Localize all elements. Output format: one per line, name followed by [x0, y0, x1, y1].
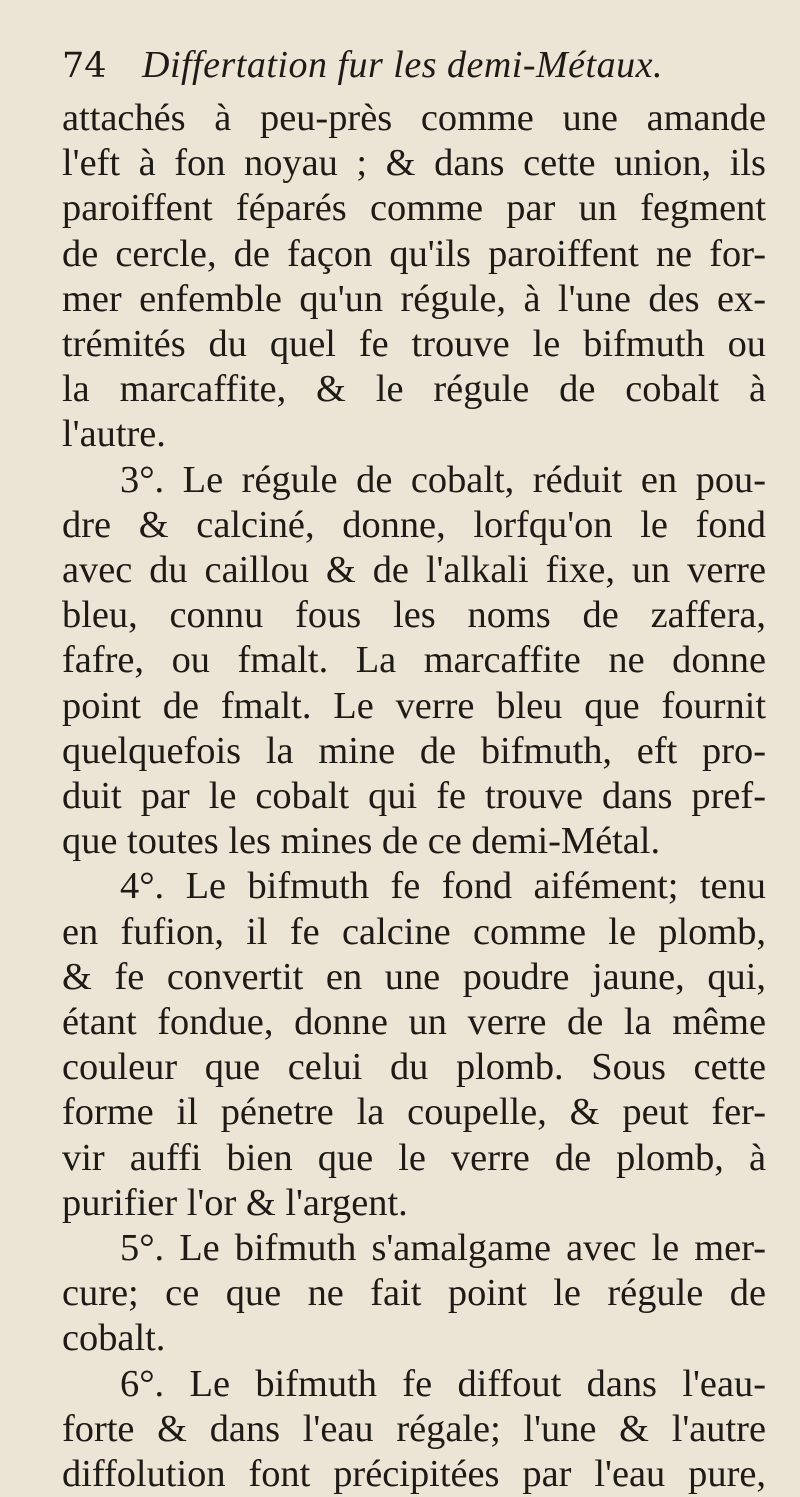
text-line: couleur que celui du plomb. Sous cette [62, 1046, 766, 1089]
text-line: duit par le cobalt qui fe trouve dans pref- [62, 775, 766, 818]
text-line: forte & dans l'eau régale; l'une & l'autre [62, 1407, 766, 1450]
text-line: avec du caillou & de l'alkali fixe, un verre [62, 549, 766, 592]
text-line: de cercle, de façon qu'ils paroiffent ne for- [62, 232, 766, 275]
text-line: en fufion, il fe calcine comme le plomb, [62, 910, 766, 953]
page-header [62, 34, 766, 96]
text-line: 4°. Le bifmuth fe fond aifément; tenu [120, 865, 766, 908]
text-line: & fe convertit en une poudre jaune, qui, [62, 955, 766, 998]
text-line: dre & calciné, donne, lorfqu'on le fond [62, 503, 766, 546]
text-line: bleu, connu fous les noms de zaffera, [62, 594, 766, 637]
text-line: cure; ce que ne fait point le régule de [62, 1272, 766, 1315]
text-line: l'autre. [62, 413, 166, 456]
text-line: l'eft à fon noyau ; & dans cette union, ils [62, 142, 766, 185]
text-line: la marcaffite, & le régule de cobalt à [62, 368, 766, 411]
text-line: 3°. Le régule de cobalt, réduit en pou- [120, 458, 766, 501]
body-text [62, 96, 766, 1497]
text-line: point de fmalt. Le verre bleu que fournit [62, 684, 766, 727]
running-title: Differtation fur les demi-Métaux. [142, 44, 663, 86]
text-line: étant fondue, donne un verre de la même [62, 1001, 766, 1044]
text-line: attachés à peu-près comme une amande [62, 97, 766, 139]
text-line: paroiffent féparés comme par un fegment [62, 187, 766, 230]
text-line: trémités du quel fe trouve le bifmuth ou [62, 323, 766, 366]
text-line: 6°. Le bifmuth fe diffout dans l'eau- [120, 1362, 766, 1405]
text-line: purifier l'or & l'argent. [62, 1181, 408, 1224]
text-line: mer enfemble qu'un régule, à l'une des ex- [62, 277, 766, 320]
text-line: cobalt. [62, 1317, 166, 1360]
text-line: vir auffi bien que le verre de plomb, à [62, 1136, 766, 1179]
text-line: forme il pénetre la coupelle, & peut fer- [62, 1091, 766, 1134]
text-line: que toutes les mines de ce demi-Métal. [62, 820, 661, 863]
text-line: fafre, ou fmalt. La marcaffite ne donne [62, 639, 766, 682]
text-line: quelquefois la mine de bifmuth, eft pro- [62, 729, 766, 772]
page-number: 74 [62, 46, 107, 86]
text-line: 5°. Le bifmuth s'amalgame avec le mer- [120, 1227, 766, 1270]
text-line: diffolution font précipitées par l'eau pure, [62, 1453, 766, 1496]
